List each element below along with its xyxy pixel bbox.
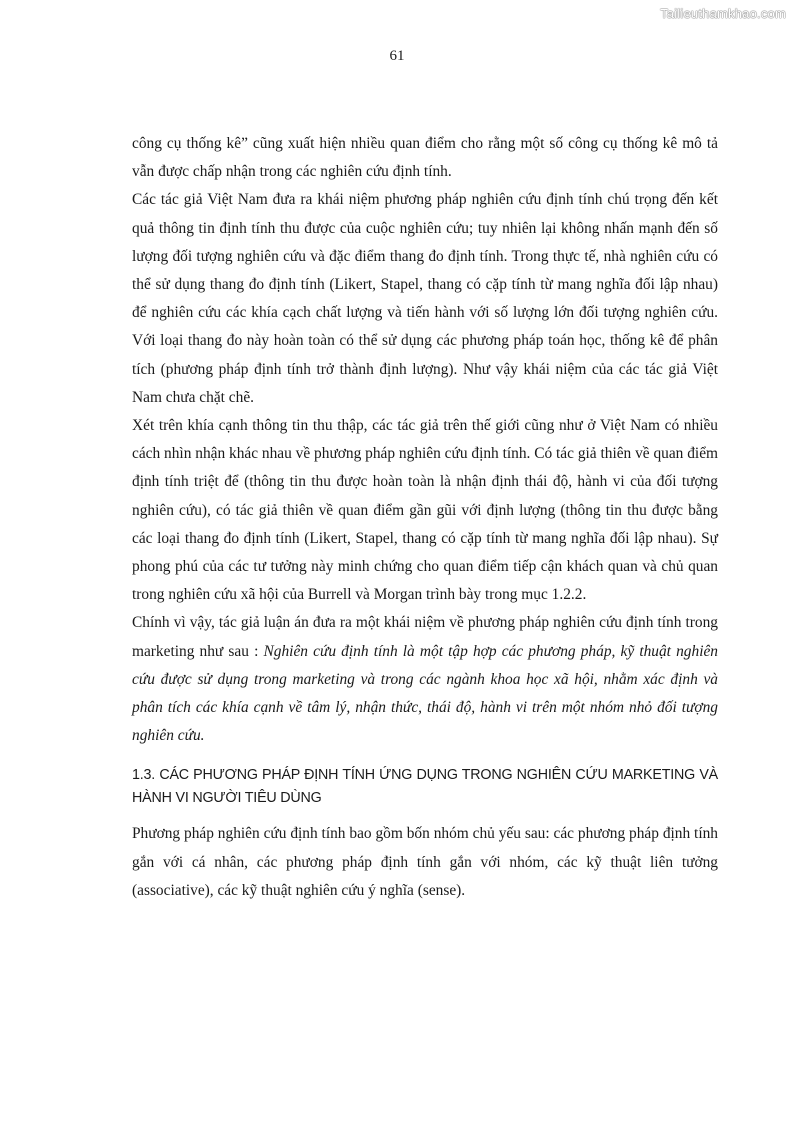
paragraph: Các tác giả Việt Nam đưa ra khái niệm phương pháp nghiên cứu định tính chú trọng đến kết quả thông tin định tính thu được của cuộc nghiên cứu; tuy nhiên lại không nhấn mạnh đến số lượng đối tượng nghiên cứu và đặc điểm thang đo định tính. Trong thực tế, nhà nghiên cứu có thể sử dụng thang đo định tính (Likert, Stapel, thang có cặp tính từ mang nghĩa đối lập nhau) để nghiên cứu các khía cạch chất lượng và tiến hành với số lượng lớn đối tượng nghiên cứu. Với loại thang đo này hoàn toàn có thể sử dụng các phương pháp toán học, thống kê để phân tích (phương pháp định tính trở thành định lượng). Như vậy khái niệm của các tác giả Việt Nam chưa chặt chẽ. (132, 191, 718, 406)
section-paragraph: Phương pháp nghiên cứu định tính bao gồm bốn nhóm chủ yếu sau: các phương pháp định tính gắn với cá nhân, các phương pháp định tính gắn với nhóm, các kỹ thuật liên tưởng (associative), các kỹ thuật nghiên cứu ý nghĩa (sense). (132, 825, 718, 899)
page-number: 61 (389, 48, 405, 64)
paragraph: Xét trên khía cạnh thông tin thu thập, các tác giả trên thế giới cũng như ở Việt Nam có nhiều cách nhìn nhận khác nhau về phương pháp nghiên cứu định tính. Có tác giả thiên về quan điểm định tính triệt để (thông tin thu được hoàn toàn là nhận định thái độ, hành vi của đối tượng nghiên cứu), có tác giả thiên về quan điểm gần gũi với định lượng (thông tin thu được bằng các loại thang đo định tính (Likert, Stapel, thang có cặp tính từ mang nghĩa đối lập nhau). Sự phong phú của các tư tưởng này minh chứng cho quan điểm tiếp cận khách quan và chủ quan trong nghiên cứu xã hội của Burrell và Morgan trình bày trong mục 1.2.2. (132, 417, 719, 604)
watermark: Tailieuthamkhao.com (660, 6, 786, 21)
section-heading: 1.3. CÁC PHƯƠNG PHÁP ĐỊNH TÍNH ỨNG DỤNG TRONG NGHIÊN CỨU MARKETING VÀ HÀNH VI NGƯỜI TIÊU DÙNG (132, 767, 718, 807)
paragraph: công cụ thống kê” cũng xuất hiện nhiều quan điểm cho rằng một số công cụ thống kê mô tả vẫn được chấp nhận trong các nghiên cứu định tính. (132, 135, 718, 181)
document-body (132, 130, 718, 905)
definition-italic: Nghiên cứu định tính là một tập hợp các phương pháp, kỹ thuật nghiên cứu được sử dụng trong marketing và trong các ngành khoa học xã hội, nhằm xác định và phân tích các khía cạnh về tâm lý, nhận thức, thái độ, hành vi trên một nhóm nhỏ đối tượng nghiên cứu. (132, 642, 718, 745)
definition-intro: Chính vì vậy, tác giả luận án đưa ra một khái niệm về phương pháp nghiên cứu định tính trong marketing như sau : (132, 614, 718, 660)
definition-paragraph (132, 609, 718, 750)
